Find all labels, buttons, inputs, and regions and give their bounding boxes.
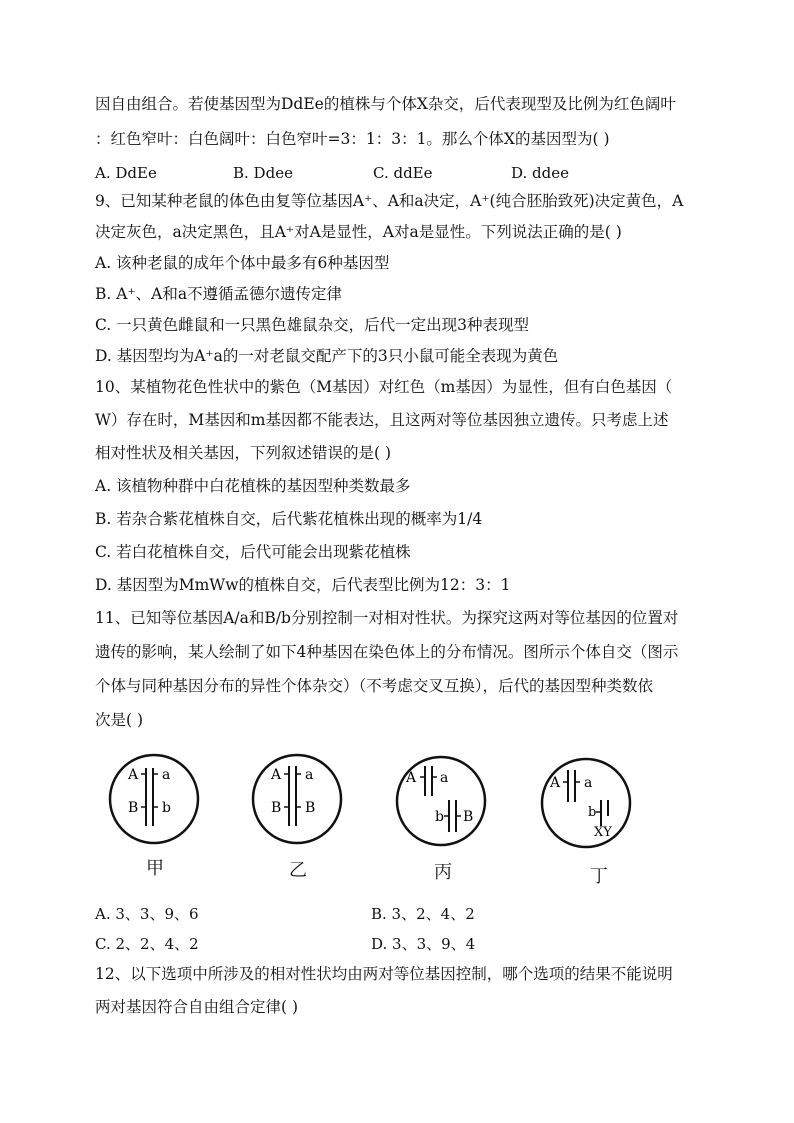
q11-stem-line-4: 次是( ) (95, 711, 144, 729)
q10-stem-line-2: W）存在时，M基因和m基因都不能表达，且这两对等位基因独立遗传。只考虑上述 (95, 411, 669, 429)
gene-label: B (305, 800, 316, 816)
q8-option-a: A. DdEe (95, 164, 157, 182)
q9-stem-line-1: 9、已知某种老鼠的体色由复等位基因A⁺、A和a决定，A⁺(纯合胚胎致死)决定黄色，A (95, 192, 684, 210)
q9-option-b: B. A⁺、A和a不遵循孟德尔遗传定律 (95, 285, 343, 303)
gene-label: A (128, 767, 139, 783)
q11-stem-line-3: 个体与同种基因分布的异性个体杂交）（不考虑交叉互换），后代的基因型种类数依 (95, 677, 654, 695)
q8-option-b: B. Ddee (233, 164, 293, 182)
q10-option-c: C. 若白花植株自交，后代可能会出现紫花植株 (95, 543, 411, 561)
q9-option-d: D. 基因型均为A⁺a的一对老鼠交配产下的3只小鼠可能全表现为黄色 (95, 347, 559, 365)
gene-label: b (435, 809, 444, 825)
q8-stem-line-2: ：红色窄叶：白色阔叶：白色窄叶=3：1：3：1。那么个体X的基因型为( ) (95, 130, 610, 148)
q11-option-a: A. 3、3、9、6 (95, 905, 199, 923)
gene-label: A (550, 775, 561, 791)
q10-stem-line-3: 相对性状及相关基因，下列叙述错误的是( ) (95, 444, 392, 462)
q12-stem-line-2: 两对基因符合自由组合定律( ) (95, 998, 299, 1016)
chromosome-figure-bing (393, 754, 489, 848)
q12-stem-line-1: 12、以下选项中所涉及的相对性状均由两对等位基因控制，哪个选项的结果不能说明 (95, 965, 673, 983)
gene-label: A (271, 767, 282, 783)
q11-option-c: C. 2、2、4、2 (95, 935, 199, 953)
q9-stem-line-2: 决定灰色，a决定黑色，且A⁺对A是显性，A对a是显性。下列说法正确的是( ) (95, 223, 622, 241)
gene-label: a (162, 767, 171, 783)
q11-stem-line-2: 遗传的影响，某人绘制了如下4种基因在染色体上的分布情况。图所示个体自交（图示 (95, 643, 679, 661)
sex-chromosome-label: XY (594, 825, 612, 840)
gene-label: a (584, 775, 593, 791)
figure-label-bing: 丙 (434, 862, 452, 883)
figure-label-yi: 乙 (289, 860, 307, 881)
gene-label: a (440, 770, 449, 786)
q8-option-c: C. ddEe (373, 164, 433, 182)
gene-label: B (463, 809, 474, 825)
gene-label: B (128, 800, 139, 816)
gene-label: b (162, 800, 171, 816)
figure-label-jia: 甲 (146, 858, 164, 879)
chromosome-figure-jia (106, 752, 202, 846)
chromosome-figure-yi (249, 752, 345, 846)
q11-option-b: B. 3、2、4、2 (371, 905, 475, 923)
q10-option-d: D. 基因型为MmWw的植株自交，后代表型比例为12：3：1 (95, 576, 511, 594)
gene-label: A (406, 770, 417, 786)
gene-label: a (305, 767, 314, 783)
q9-option-c: C. 一只黄色雌鼠和一只黑色雄鼠杂交，后代一定出现3种表现型 (95, 316, 530, 334)
gene-label: B (271, 800, 282, 816)
q8-stem-line-1: 因自由组合。若使基因型为DdEe的植株与个体X杂交，后代表现型及比例为红色阔叶 (95, 95, 676, 113)
q10-stem-line-1: 10、某植物花色性状中的紫色（M基因）对红色（m基因）为显性，但有白色基因（ (95, 378, 673, 396)
q10-option-a: A. 该植物种群中白花植株的基因型种类数最多 (95, 477, 411, 495)
q9-option-a: A. 该种老鼠的成年个体中最多有6种基因型 (95, 254, 390, 272)
q11-option-d: D. 3、3、9、4 (371, 935, 476, 953)
q8-option-d: D. ddee (511, 164, 569, 182)
cell-circle (542, 759, 630, 847)
chromosome-figure-ding (538, 756, 634, 850)
gene-label: b (588, 805, 597, 820)
q10-option-b: B. 若杂合紫花植株自交，后代紫花植株出现的概率为1/4 (95, 510, 483, 528)
q11-stem-line-1: 11、已知等位基因A/a和B/b分别控制一对相对性状。为探究这两对等位基因的位置对 (95, 609, 679, 627)
figure-label-ding: 丁 (590, 866, 608, 887)
